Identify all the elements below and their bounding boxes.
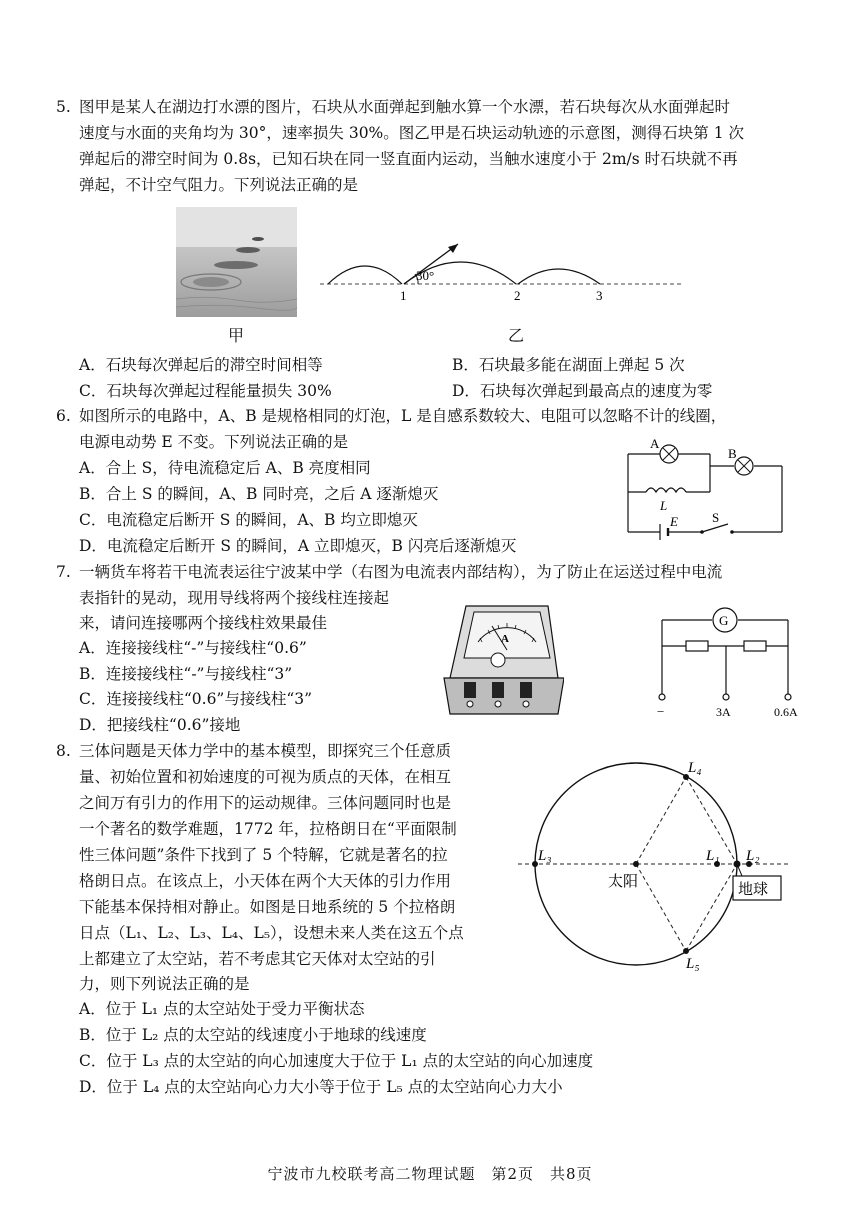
- label-e: E: [670, 514, 678, 529]
- q6-number: 6.: [56, 407, 71, 425]
- q7-text-line: 一辆货车将若干电流表运往宁波某中学（右图为电流表内部结构），为了防止在运送过程中电流: [79, 563, 723, 581]
- earth-label: 地球: [738, 882, 769, 898]
- label-l: L: [660, 498, 668, 513]
- fig-yi-caption: 乙: [508, 326, 525, 345]
- q6-text-line: 如图所示的电路中，A、B 是规格相同的灯泡，L 是自感系数较大、电阻可以忽略不计的线圈，: [79, 407, 727, 425]
- label-a: A: [650, 436, 660, 451]
- q5-option-a[interactable]: A．石块每次弹起后的滞空时间相等: [79, 356, 323, 374]
- lagrange-points-diagram: [516, 752, 792, 974]
- arc-before-1: [328, 266, 402, 284]
- point-label-2: 2: [514, 288, 521, 303]
- arc-2-3: [518, 269, 600, 284]
- q8-text-line: 性三体问题”条件下找到了 5 个特解，它就是著名的拉: [79, 846, 448, 864]
- page-footer: 宁波市九校联考高二物理试题 第2页 共8页: [267, 1165, 593, 1183]
- angle-label: 30°: [416, 268, 435, 283]
- label-g: G: [719, 613, 729, 628]
- q7-text-line: 表指针的晃动，现用导线将两个接线柱连接起: [79, 589, 390, 607]
- q5-number: 5.: [56, 98, 71, 116]
- label-l3: L₃: [538, 848, 552, 864]
- ammeter-internal-circuit: [650, 598, 810, 720]
- q7-option-b[interactable]: B．连接接线柱“-”与接线柱“3”: [79, 665, 293, 683]
- sun-dot: [633, 861, 639, 867]
- q6-option-a[interactable]: A．合上 S，待电流稳定后 A、B 亮度相同: [79, 459, 371, 477]
- q6-text-line: 电源电动势 E 不变。下列说法正确的是: [79, 433, 349, 451]
- sun-label: 太阳: [608, 874, 639, 890]
- q8-text-line: 三体问题是天体力学中的基本模型，即探究三个任意质: [79, 742, 452, 760]
- q7-option-c[interactable]: C．连接接线柱“0.6”与接线柱“3”: [79, 690, 313, 708]
- q7-number: 7.: [56, 563, 71, 581]
- q6-option-b[interactable]: B．合上 S 的瞬间，A、B 同时亮，之后 A 逐渐熄灭: [79, 485, 439, 503]
- fig-jia-caption: 甲: [228, 326, 245, 345]
- q5-option-d[interactable]: D．石块每次弹起到最高点的速度为零: [452, 382, 713, 400]
- q8-text-line: 日点（L₁、L₂、L₃、L₄、L₅），设想未来人类在这五个点: [79, 924, 464, 942]
- q8-option-a[interactable]: A．位于 L₁ 点的太空站处于受力平衡状态: [79, 1000, 365, 1018]
- q7-option-d[interactable]: D．把接线柱“0.6”接地: [79, 716, 241, 734]
- label-b: B: [728, 446, 737, 461]
- q8-text-line: 上都建立了太空站，若不考虑其它天体对太空站的引: [79, 950, 436, 968]
- q5-text-line: 速度与水面的夹角均为 30°，速率损失 30%。图乙甲是石块运动轨迹的示意图，测得石块第 1 次: [79, 124, 744, 142]
- q8-option-c[interactable]: C．位于 L₃ 点的太空站的向心加速度大于位于 L₁ 点的太空站的向心加速度: [79, 1052, 594, 1070]
- inductor-circuit-diagram: [616, 436, 796, 540]
- label-l2: L₂: [746, 848, 760, 864]
- q7-option-a[interactable]: A．连接接线柱“-”与接线柱“0.6”: [79, 639, 307, 657]
- terminal-minus: −: [657, 704, 665, 719]
- q5-text-line: 弹起后的滞空时间为 0.8s，已知石块在同一竖直面内运动，当触水速度小于 2m/s 时石块就不再: [79, 150, 738, 168]
- q6-option-d[interactable]: D．电流稳定后断开 S 的瞬间，A 立即熄灭，B 闪亮后逐渐熄灭: [79, 537, 517, 555]
- stone-trajectory-diagram: [318, 236, 688, 308]
- label-l4: L₄: [688, 760, 702, 776]
- terminal-3a: 3A: [716, 705, 731, 719]
- q8-option-d[interactable]: D．位于 L₄ 点的太空站向心力大小等于位于 L₅ 点的太空站向心力大小: [79, 1078, 563, 1096]
- q5-option-b[interactable]: B．石块最多能在湖面上弹起 5 次: [452, 356, 685, 374]
- q8-text-line: 一个著名的数学难题，1772 年，拉格朗日在“平面限制: [79, 820, 457, 838]
- q8-text-line: 力，则下列说法正确的是: [79, 975, 250, 993]
- q8-text-line: 量、初始位置和初始速度的可视为质点的天体，在相互: [79, 768, 452, 786]
- ammeter-illustration: [440, 598, 564, 718]
- q7-text-line: 来，请问连接哪两个接线柱效果最佳: [79, 614, 328, 632]
- q8-text-line: 格朗日点。在该点上，小天体在两个大天体的引力作用: [79, 872, 452, 890]
- terminal-06a: 0.6A: [774, 705, 798, 719]
- point-label-3: 3: [596, 288, 603, 303]
- arrow-head: [448, 244, 458, 253]
- q5-option-c[interactable]: C．石块每次弹起过程能量损失 30%: [79, 382, 332, 400]
- q5-text-line: 弹起，不计空气阻力。下列说法正确的是: [79, 176, 359, 194]
- label-l5: L₅: [686, 956, 700, 972]
- q5-text-line: 图甲是某人在湖边打水漂的图片，石块从水面弹起到触水算一个水漂，若石块每次从水面弹起时: [79, 98, 731, 116]
- meter-label: A: [501, 633, 509, 645]
- stone-skipping-photo: [176, 207, 297, 317]
- q6-option-c[interactable]: C．电流稳定后断开 S 的瞬间，A、B 均立即熄灭: [79, 511, 418, 529]
- label-s: S: [712, 510, 720, 525]
- q8-text-line: 之间万有引力的作用下的运动规律。三体问题同时也是: [79, 794, 452, 812]
- label-l1: L₁: [706, 848, 720, 864]
- point-label-1: 1: [400, 288, 407, 303]
- q8-text-line: 下能基本保持相对静止。如图是日地系统的 5 个拉格朗: [79, 898, 456, 916]
- q8-number: 8.: [56, 742, 71, 760]
- q8-option-b[interactable]: B．位于 L₂ 点的太空站的线速度小于地球的线速度: [79, 1026, 427, 1044]
